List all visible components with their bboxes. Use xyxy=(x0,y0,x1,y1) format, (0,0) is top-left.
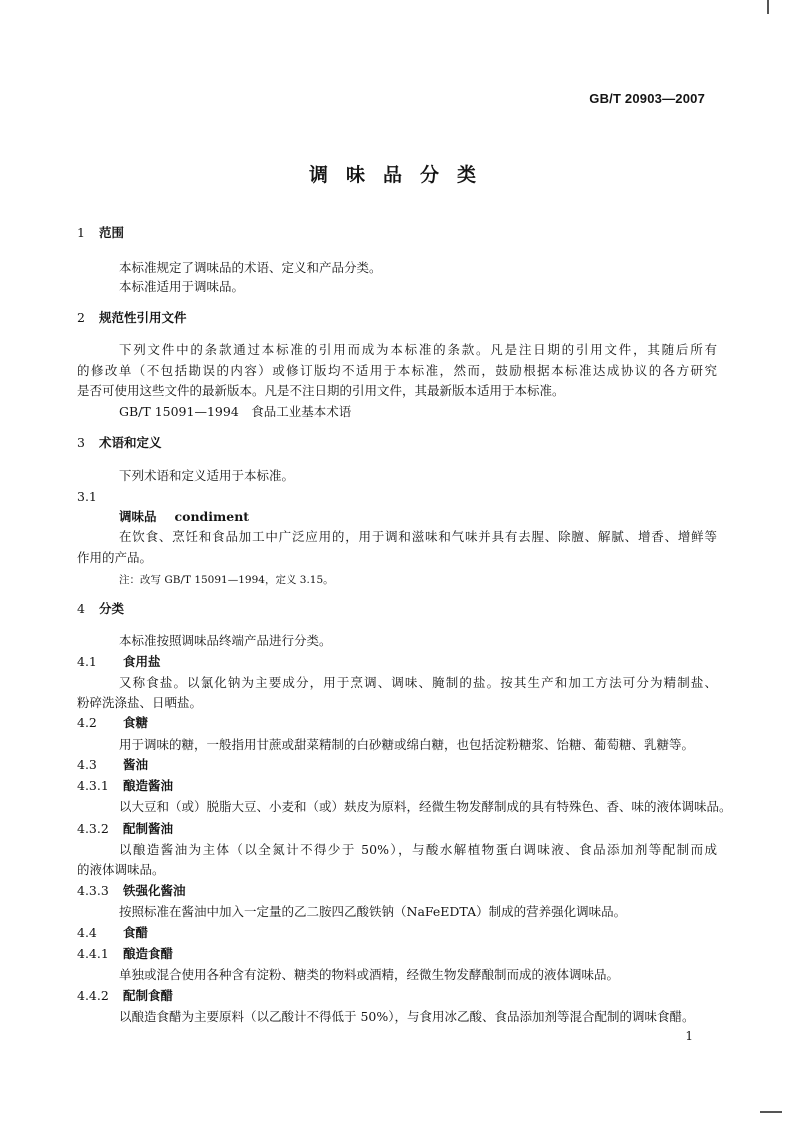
scan-mark xyxy=(760,1111,782,1113)
clause-label: 酱油 xyxy=(123,757,149,772)
section-number: 2 xyxy=(77,310,85,325)
clause-label: 食糖 xyxy=(123,715,149,730)
paragraph-line: 的液体调味品。 xyxy=(77,862,165,877)
term-english: condiment xyxy=(174,509,250,524)
clause-number: 4.4.2 xyxy=(77,988,109,1003)
standard-code: GB/T 20903—2007 xyxy=(589,91,705,106)
clause-4-3-1-heading xyxy=(77,777,717,795)
definition-line: 在饮食、烹饪和食品加工中广泛应用的，用于调和滋味和气味并具有去腥、除膻、解腻、增香、增鲜等 xyxy=(119,529,717,544)
paragraph: 本标准规定了调味品的术语、定义和产品分类。 xyxy=(119,260,382,275)
clause-number: 4.3.3 xyxy=(77,883,109,898)
section-label: 术语和定义 xyxy=(99,435,162,450)
section-label: 分类 xyxy=(99,601,125,616)
section-number: 1 xyxy=(77,225,85,240)
section-number: 3 xyxy=(77,435,85,450)
document-title: 调味品分类 xyxy=(308,164,494,186)
clause-4-3-heading xyxy=(77,756,717,774)
paragraph-line: 粉碎洗涤盐、日晒盐。 xyxy=(77,695,203,710)
section-3-heading xyxy=(77,434,717,452)
section-number: 4 xyxy=(77,601,85,616)
clause-number: 4.4.1 xyxy=(77,946,109,961)
note: 注：改写 GB/T 15091—1994，定义 3.15。 xyxy=(119,574,334,586)
clause-label: 酿造食醋 xyxy=(123,946,174,961)
clause-4-2-heading xyxy=(77,714,717,732)
paragraph: 下列术语和定义适用于本标准。 xyxy=(119,468,295,483)
term-entry xyxy=(119,508,717,526)
clause-4-1-heading xyxy=(77,653,717,671)
clause-label: 配制食醋 xyxy=(123,988,174,1003)
paragraph-line: 是否可使用这些文件的最新版本。凡是不注日期的引用文件，其最新版本适用于本标准。 xyxy=(77,383,565,398)
paragraph-line: 按照标准在酱油中加入一定量的乙二胺四乙酸铁钠（NaFeEDTA）制成的营养强化调味品。 xyxy=(119,904,627,919)
clause-number: 4.3 xyxy=(77,757,97,772)
paragraph-line: 又称食盐。以氯化钠为主要成分，用于烹调、调味、腌制的盐。按其生产和加工方法可分为精制盐、 xyxy=(119,675,717,690)
section-label: 规范性引用文件 xyxy=(99,310,187,325)
clause-number: 4.2 xyxy=(77,715,97,730)
clause-4-4-2-heading xyxy=(77,987,717,1005)
clause-label: 配制酱油 xyxy=(123,821,174,836)
definition-line: 作用的产品。 xyxy=(77,550,153,565)
clause-number: 4.3.2 xyxy=(77,821,109,836)
section-1-heading xyxy=(77,224,717,242)
scan-mark xyxy=(767,0,769,14)
paragraph-line: 用于调味的糖，一般指用甘蔗或甜菜精制的白砂糖或绵白糖，也包括淀粉糖浆、饴糖、葡萄糖、乳糖等。 xyxy=(119,737,695,752)
clause-label: 食用盐 xyxy=(123,654,161,669)
paragraph-line: 以酿造酱油为主体（以全氮计不得少于 50%），与酸水解植物蛋白调味液、食品添加剂等配制而成 xyxy=(119,842,717,857)
clause-number: 3.1 xyxy=(77,489,97,504)
page-number: 1 xyxy=(685,1029,693,1043)
clause-4-3-3-heading xyxy=(77,882,717,900)
term-chinese: 调味品 xyxy=(119,509,157,524)
clause-label: 铁强化酱油 xyxy=(123,883,186,898)
paragraph-line: 的修改单（不包括勘误的内容）或修订版均不适用于本标准，然而，鼓励根据本标准达成协议的各方研究 xyxy=(77,363,717,378)
paragraph-line: 下列文件中的条款通过本标准的引用而成为本标准的条款。凡是注日期的引用文件，其随后所有 xyxy=(119,342,717,357)
paragraph-line: 以大豆和（或）脱脂大豆、小麦和（或）麸皮为原料，经微生物发酵制成的具有特殊色、香、味的液体调味品。 xyxy=(119,799,732,814)
section-2-heading xyxy=(77,309,717,327)
clause-label: 食醋 xyxy=(123,925,149,940)
section-4-heading xyxy=(77,600,717,618)
clause-number: 4.3.1 xyxy=(77,778,109,793)
clause-label: 酿造酱油 xyxy=(123,778,174,793)
normative-reference: GB/T 15091—1994 食品工业基本术语 xyxy=(119,404,352,419)
clause-number: 4.1 xyxy=(77,654,97,669)
clause-4-3-2-heading xyxy=(77,820,717,838)
paragraph-line: 单独或混合使用各种含有淀粉、糖类的物料或酒精，经微生物发酵酿制而成的液体调味品。 xyxy=(119,967,620,982)
paragraph: 本标准适用于调味品。 xyxy=(119,279,245,294)
clause-4-4-heading xyxy=(77,924,717,942)
paragraph-line: 以酿造食醋为主要原料（以乙酸计不得低于 50%），与食用冰乙酸、食品添加剂等混合配制的调味食醋。 xyxy=(119,1009,695,1024)
section-label: 范围 xyxy=(99,225,125,240)
clause-number: 4.4 xyxy=(77,925,97,940)
clause-4-4-1-heading xyxy=(77,945,717,963)
paragraph: 本标准按照调味品终端产品进行分类。 xyxy=(119,633,332,648)
